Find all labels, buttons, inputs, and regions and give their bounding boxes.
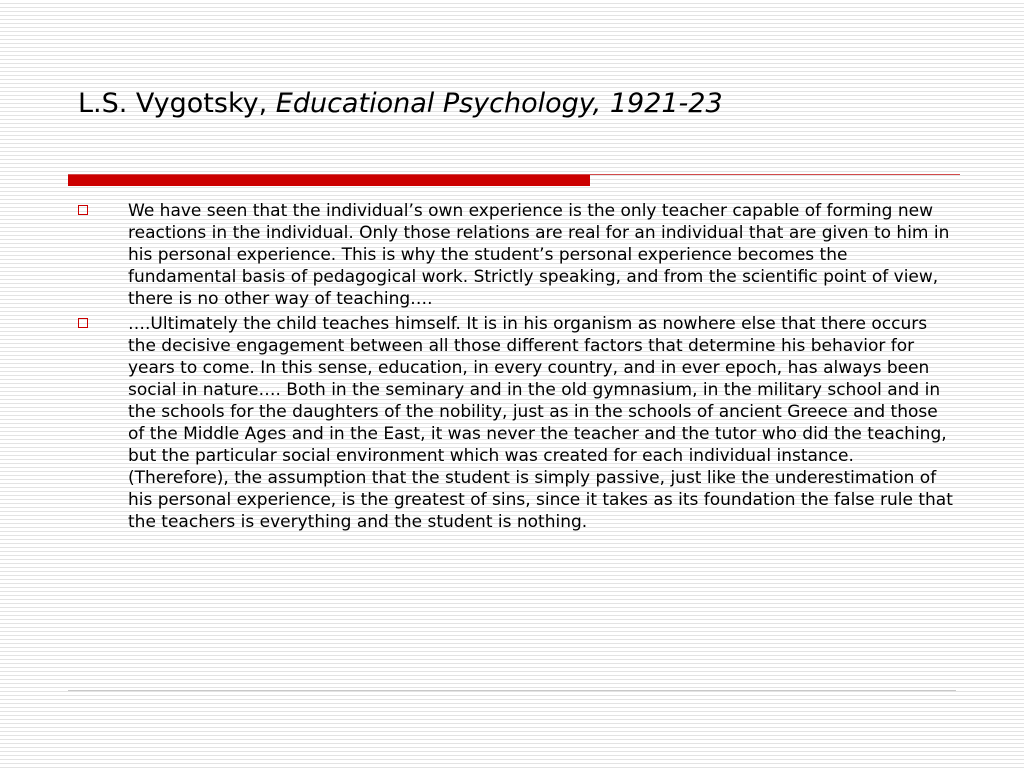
hollow-square-bullet-icon	[78, 205, 88, 215]
bullet-list	[78, 200, 958, 536]
title-underline-accent-bar	[68, 175, 590, 186]
footer-divider	[68, 690, 956, 691]
title-author: L.S. Vygotsky,	[78, 88, 276, 119]
bullet-item-1	[78, 200, 958, 310]
bullet-text-1: We have seen that the individual’s own experience is the only teacher capable of forming new reactions in the individual. Only those relations are real for an individual that are given to him in his personal experience. This is why the student’s personal experience becomes the fundamental basis of pedagogical work. Strictly speaking, and from the scientific point of view, there is no other way of teaching….	[128, 201, 950, 309]
slide-title	[78, 86, 723, 122]
bullet-item-2	[78, 313, 958, 533]
title-work: Educational Psychology, 1921-23	[275, 88, 723, 119]
bullet-text-2: ….Ultimately the child teaches himself. It is in his organism as nowhere else that there occurs the decisive engagement between all those different factors that determine his behavior for years to come. In this sense, education, in every country, and in ever epoch, has always been social in nature…. Both in the seminary and in the old gymnasium, in the military school and in the schools for the daughters of the nobility, just as in the schools of ancient Greece and those of the Middle Ages and in the East, it was never the teacher and the tutor who did the teaching, but the particular social environment which was created for each individual instance. (Therefore), the assumption that the student is simply passive, just like the underestimation of his personal experience, is the greatest of sins, since it takes as its foundation the false rule that the teachers is everything and the student is nothing.	[128, 314, 953, 532]
hollow-square-bullet-icon	[78, 318, 88, 328]
